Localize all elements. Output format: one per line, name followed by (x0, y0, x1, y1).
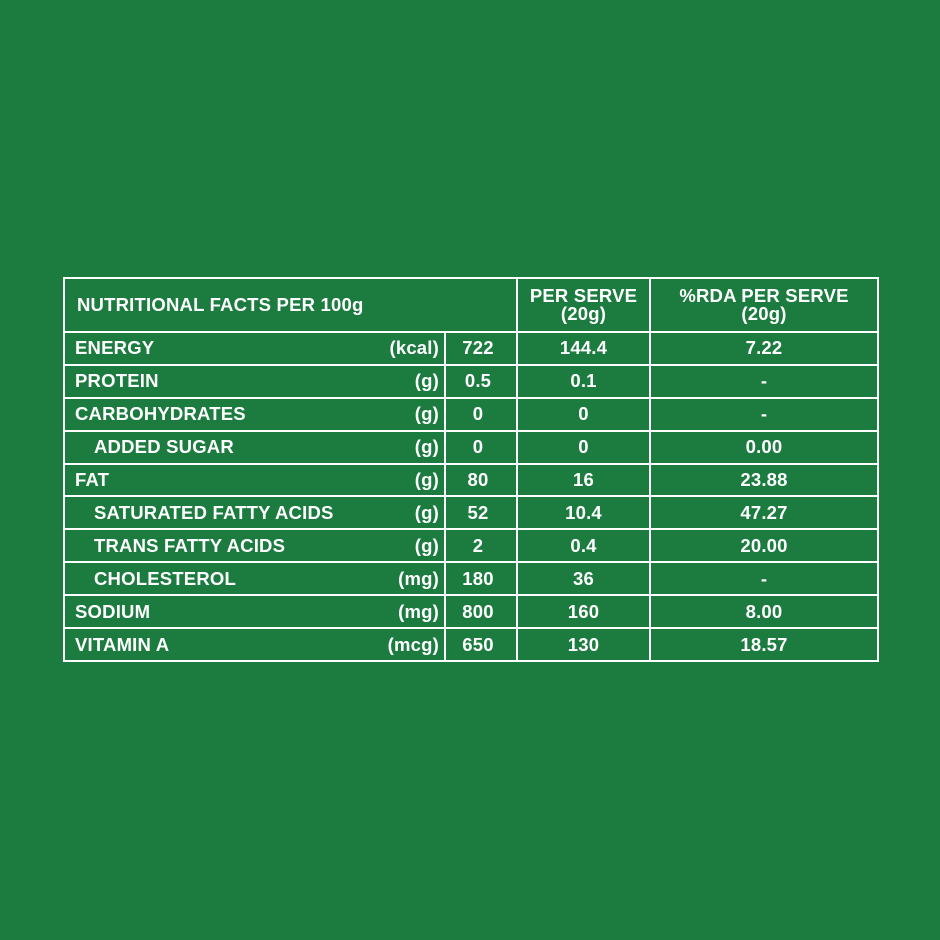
value-per-serve: 0.1 (517, 365, 650, 398)
value-per-serve: 0.4 (517, 529, 650, 562)
rda-size: (20g) (741, 303, 787, 324)
value-per-serve: 0 (517, 431, 650, 464)
row-carbohydrates (64, 398, 878, 431)
value-per-100g: 650 (445, 628, 517, 661)
value-rda: 20.00 (650, 529, 878, 562)
value-rda: - (650, 398, 878, 431)
nutrient-unit: (g) (374, 431, 445, 464)
header-row (64, 278, 878, 332)
value-rda: 23.88 (650, 464, 878, 497)
row-protein (64, 365, 878, 398)
value-rda: - (650, 365, 878, 398)
value-per-100g: 0 (445, 398, 517, 431)
value-per-serve: 16 (517, 464, 650, 497)
value-rda: - (650, 562, 878, 595)
value-per-100g: 2 (445, 529, 517, 562)
per-serve-header (517, 278, 650, 332)
row-added-sugar (64, 431, 878, 464)
value-per-serve: 144.4 (517, 332, 650, 365)
value-rda: 7.22 (650, 332, 878, 365)
nutrient-unit: (mg) (374, 595, 445, 628)
nutrient-unit: (mcg) (374, 628, 445, 661)
nutrient-unit: (mg) (374, 562, 445, 595)
table-title: NUTRITIONAL FACTS PER 100g (64, 278, 517, 332)
row-trans-fatty-acids (64, 529, 878, 562)
nutrient-unit: (g) (374, 464, 445, 497)
value-per-serve: 36 (517, 562, 650, 595)
nutrient-name: CARBOHYDRATES (64, 398, 374, 431)
nutrient-unit: (g) (374, 365, 445, 398)
per-serve-label: PER SERVE (529, 285, 638, 306)
nutrient-unit: (g) (374, 496, 445, 529)
nutrient-name: ENERGY (64, 332, 374, 365)
value-per-serve: 160 (517, 595, 650, 628)
nutrition-table (63, 277, 879, 662)
nutrient-name: PROTEIN (64, 365, 374, 398)
rda-label: %RDA PER SERVE (679, 285, 849, 306)
row-vitamin-a (64, 628, 878, 661)
row-saturated-fatty-acids (64, 496, 878, 529)
value-per-100g: 0 (445, 431, 517, 464)
row-cholesterol (64, 562, 878, 595)
nutrient-name: TRANS FATTY ACIDS (64, 529, 374, 562)
row-fat (64, 464, 878, 497)
rda-header (650, 278, 878, 332)
value-per-100g: 800 (445, 595, 517, 628)
nutrient-name: VITAMIN A (64, 628, 374, 661)
value-per-100g: 52 (445, 496, 517, 529)
nutrient-name: ADDED SUGAR (64, 431, 374, 464)
nutrient-name: FAT (64, 464, 374, 497)
value-rda: 8.00 (650, 595, 878, 628)
per-serve-size: (20g) (560, 303, 607, 324)
value-per-serve: 130 (517, 628, 650, 661)
nutrient-name: SATURATED FATTY ACIDS (64, 496, 374, 529)
nutrient-unit: (g) (374, 529, 445, 562)
value-rda: 0.00 (650, 431, 878, 464)
value-rda: 18.57 (650, 628, 878, 661)
nutrient-name: CHOLESTEROL (64, 562, 374, 595)
nutrient-name: SODIUM (64, 595, 374, 628)
value-per-serve: 10.4 (517, 496, 650, 529)
value-per-100g: 722 (445, 332, 517, 365)
value-per-100g: 80 (445, 464, 517, 497)
value-rda: 47.27 (650, 496, 878, 529)
row-energy (64, 332, 878, 365)
nutrient-unit: (g) (374, 398, 445, 431)
nutrient-unit: (kcal) (374, 332, 445, 365)
value-per-serve: 0 (517, 398, 650, 431)
value-per-100g: 180 (445, 562, 517, 595)
row-sodium (64, 595, 878, 628)
value-per-100g: 0.5 (445, 365, 517, 398)
